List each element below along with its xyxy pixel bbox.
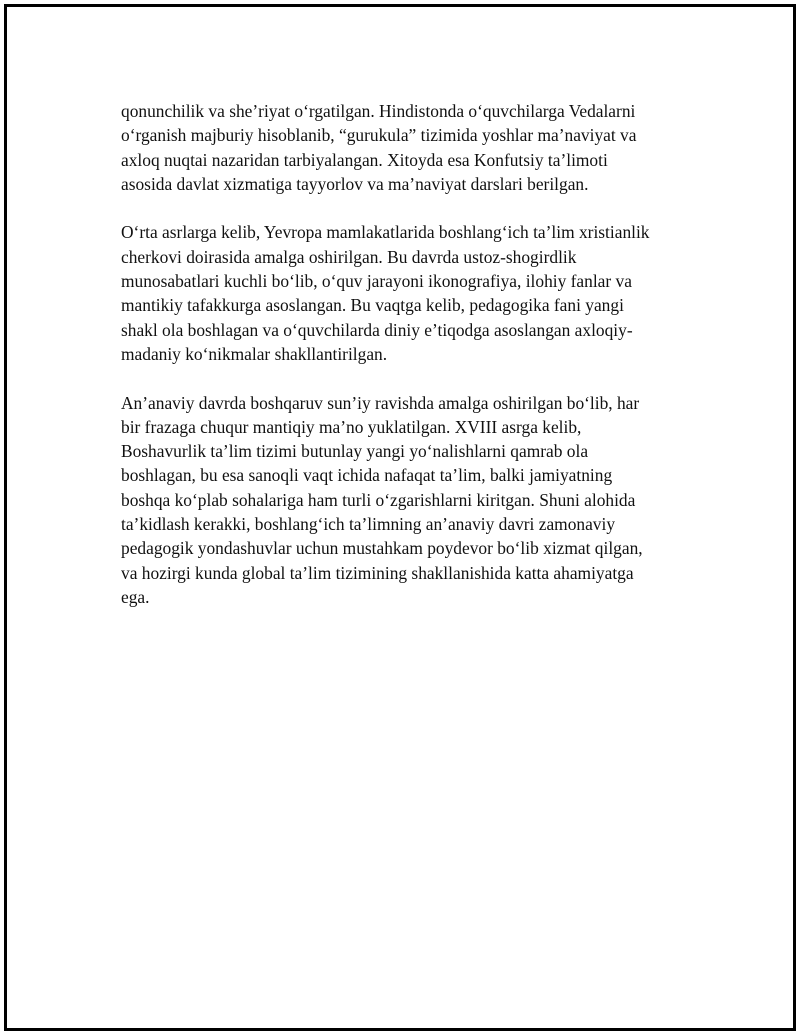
text-line: An’anaviy davrda boshqaruv sun’iy ravishda amalga oshirilgan bo‘lib, har: [121, 392, 640, 413]
paragraph-2: [121, 220, 701, 366]
text-line: ega.: [121, 586, 150, 607]
text-line: bir frazaga chuqur mantiqiy ma’no yuklatilgan. XVIII asrga kelib,: [121, 416, 582, 437]
text-line: va hozirgi kunda global ta’lim tizimining shakllanishida katta ahamiyatga: [121, 562, 634, 583]
text-line: asosida davlat xizmatiga tayyorlov va ma’naviyat darslari berilgan.: [121, 173, 589, 194]
document-page: [4, 4, 796, 1031]
text-line: madaniy ko‘nikmalar shakllantirilgan.: [121, 343, 388, 364]
text-column: [121, 99, 701, 634]
paragraph-1: [121, 99, 701, 196]
text-line: mantikiy tafakkurga asoslangan. Bu vaqtga kelib, pedagogika fani yangi: [121, 295, 624, 316]
text-line: O‘rta asrlarga kelib, Yevropa mamlakatlarida boshlang‘ich ta’lim xristianlik: [121, 222, 650, 243]
text-line: pedagogik yondashuvlar uchun mustahkam poydevor bo‘lib xizmat qilgan,: [121, 538, 643, 559]
text-line: cherkovi doirasida amalga oshirilgan. Bu davrda ustoz-shogirdlik: [121, 246, 577, 267]
text-line: shakl ola boshlagan va o‘quvchilarda diniy e’tiqodga asoslangan axloqiy-: [121, 319, 633, 340]
text-line: axloq nuqtai nazaridan tarbiyalangan. Xitoyda esa Konfutsiy ta’limoti: [121, 149, 608, 170]
text-line: boshqa ko‘plab sohalariga ham turli o‘zgarishlarni kiritgan. Shuni alohida: [121, 489, 636, 510]
text-line: munosabatlari kuchli bo‘lib, o‘quv jarayoni ikonografiya, ilohiy fanlar va: [121, 271, 632, 292]
text-line: qonunchilik va she’riyat o‘rgatilgan. Hindistonda o‘quvchilarga Vedalarni: [121, 101, 636, 121]
text-line: Boshavurlik ta’lim tizimi butunlay yangi yo‘nalishlarni qamrab ola: [121, 441, 589, 462]
paragraph-3: [121, 391, 701, 610]
text-line: ta’kidlash kerakki, boshlang‘ich ta’limning an’anaviy davri zamonaviy: [121, 514, 616, 535]
text-line: boshlagan, bu esa sanoqli vaqt ichida nafaqat ta’lim, balki jamiyatning: [121, 465, 613, 486]
text-line: o‘rganish majburiy hisoblanib, “gurukula” tizimida yoshlar ma’naviyat va: [121, 125, 637, 146]
